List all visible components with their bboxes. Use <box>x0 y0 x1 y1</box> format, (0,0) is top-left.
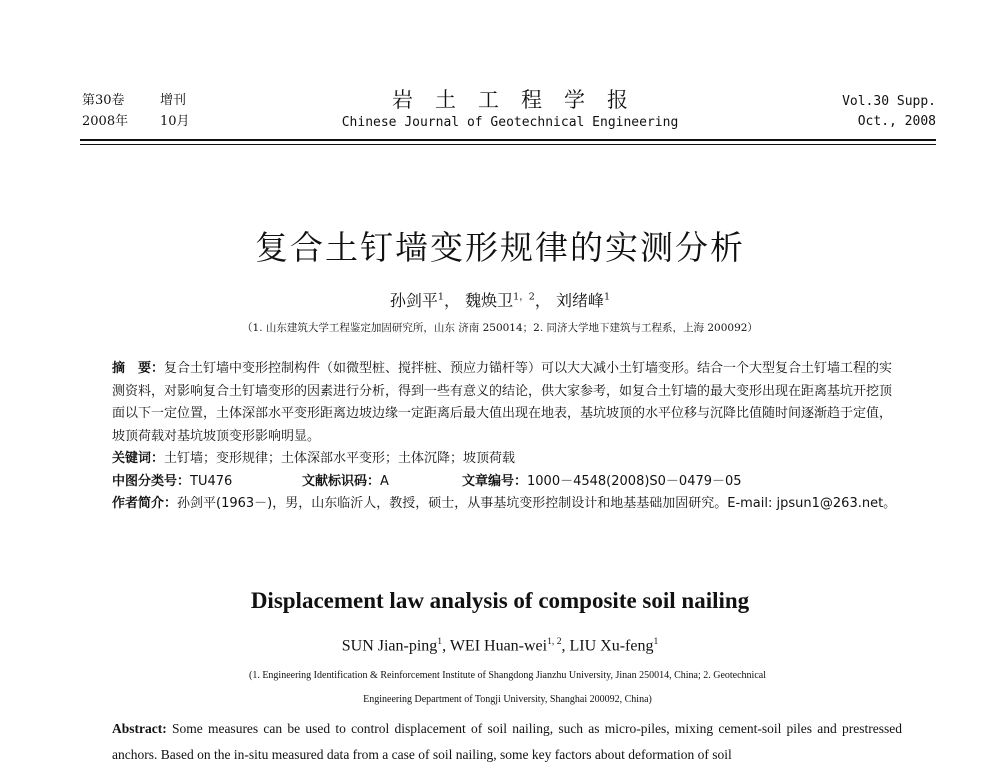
paper-title-en: Displacement law analysis of composite soil nailing <box>250 588 750 613</box>
author-affiliation-mark: 1, 2 <box>547 636 562 647</box>
bio-label-cn: 作者简介： <box>112 496 178 511</box>
doc-code-label: 文献标识码： <box>302 473 381 489</box>
author-list-cn <box>0 288 1000 311</box>
author-affiliation-mark: 1 <box>437 291 444 303</box>
author-separator: ， <box>534 291 551 310</box>
header-issue-info-en <box>842 92 936 132</box>
abstract-block-cn <box>112 358 902 516</box>
article-no-value: 1000－4548(2008)S0－0479－05 <box>527 473 742 489</box>
author-affiliation-mark: 1 <box>604 291 611 303</box>
affiliation-cn: （1. 山东建筑大学工程鉴定加固研究所，山东 济南 250014；2. 同济大学地下建筑与工程系，上海 200092） <box>242 322 758 334</box>
header-rule-thick <box>80 139 936 141</box>
abstract-en <box>112 716 902 768</box>
abstract-text-cn: 复合土钉墙中变形控制构件（如微型桩、搅拌桩、预应力锚杆等）可以大大减小土钉墙变形。结合一个大型复合土钉墙工程的实测资料，对影响复合土钉墙变形的因素进行分析，得到一些有意义的结论，供大家参考，如复合土钉墙的最大变形出现在距离基坑开挖顶面以下一定位置，土体深部水平变形距离边坡边缘一定距离后最大值出现在地表，基坑坡顶的水平位移与沉降比值随时间逐渐趋于定值，坡顶荷载对基坑坡顶变形影响明显。 <box>112 361 893 444</box>
doc-code-value: A <box>380 473 389 489</box>
author-separator: , <box>442 637 450 655</box>
date-en: Oct., 2008 <box>857 114 936 129</box>
keywords-cn <box>112 448 902 471</box>
abstract-label-en: Abstract: <box>112 721 167 736</box>
author-bio-cn <box>112 493 902 516</box>
classification-row <box>112 471 902 494</box>
author-affiliation-mark: 1 <box>653 636 659 647</box>
affiliation-en-line-1: (1. Engineering Identification & Reinforcement Institute of Shangdong Jianzhu University, Jinan 250014, China; 2. Geotechnical <box>248 670 766 681</box>
affiliation-en-line-2: Engineering Department of Tongji University, Shanghai 200092, China) <box>363 694 652 705</box>
author-affiliation-mark: 1 <box>437 636 443 647</box>
issue-cn: 增刊 <box>160 93 187 108</box>
author-separator: , <box>561 637 570 655</box>
affiliation-en <box>150 664 865 712</box>
keywords-text-cn: 土钉墙；变形规律；土体深部水平变形；土体沉降；坡顶荷载 <box>164 451 516 466</box>
clc-value: TU476 <box>190 473 233 489</box>
volume-en: Vol.30 Supp. <box>842 94 936 109</box>
keywords-label-cn: 关键词： <box>112 451 165 466</box>
paper-title-cn: 复合土钉墙变形规律的实测分析 <box>255 228 745 267</box>
journal-name-cn: 岩土工程学报 <box>392 88 650 112</box>
abstract-label-cn: 摘 要： <box>112 361 165 376</box>
header-rule-thin <box>80 144 936 145</box>
journal-name-en: Chinese Journal of Geotechnical Engineering <box>341 115 679 130</box>
author-separator: ， <box>443 291 460 310</box>
month-cn: 10月 <box>160 114 190 129</box>
author-name: LIU Xu-feng <box>569 637 654 655</box>
clc-label: 中图分类号： <box>112 473 191 489</box>
abstract-text-en: Some measures can be used to control displacement of soil nailing, such as micro-piles, mixing cement-soil piles and prestressed anchors. Based on the in-situ measured data from a case of soil nailing, some key factors about deformation of soil <box>112 721 902 762</box>
year-cn: 2008年 <box>82 114 129 129</box>
header-issue-info-cn <box>82 90 190 132</box>
author-list-en <box>0 636 1000 655</box>
author-name: WEI Huan-wei <box>449 637 548 655</box>
author-affiliation-mark: 1，2 <box>513 291 535 303</box>
author-name: SUN Jian-ping <box>341 637 438 655</box>
journal-masthead <box>300 86 720 132</box>
author-name: 孙剑平 <box>389 291 438 310</box>
abstract-cn <box>112 358 902 448</box>
author-name: 魏焕卫 <box>465 291 514 310</box>
bio-text-cn: 孙剑平(1963－)，男，山东临沂人，教授，硕士，从事基坑变形控制设计和地基基础加固研究。E-mail: jpsun1@263.net。 <box>177 496 897 511</box>
author-name: 刘绪峰 <box>556 291 605 310</box>
volume-cn: 第30卷 <box>82 93 125 108</box>
article-no-label: 文章编号： <box>462 473 528 489</box>
